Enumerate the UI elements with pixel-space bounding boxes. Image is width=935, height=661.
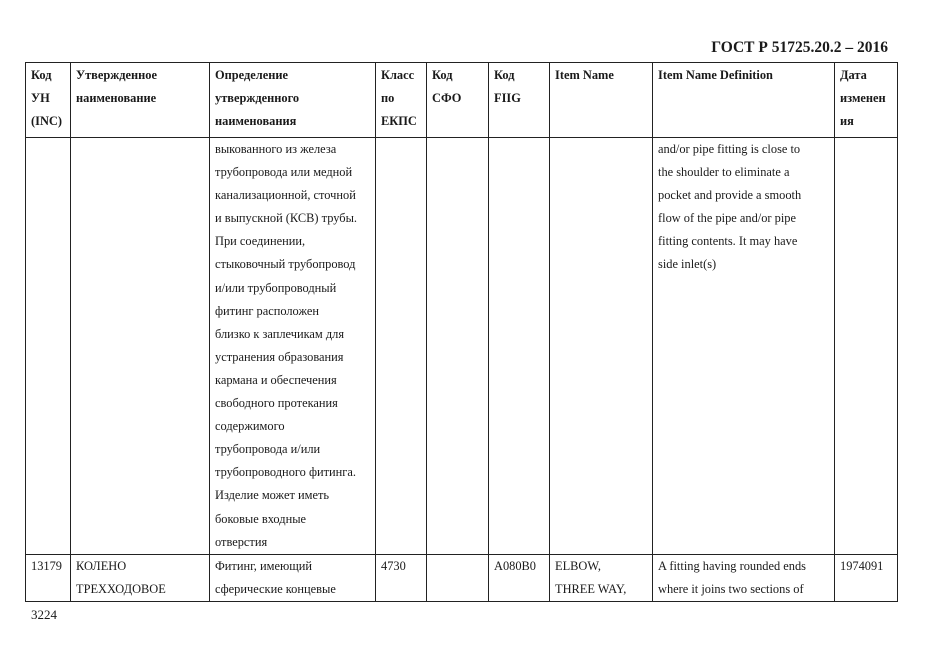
cell-change-date: 1974091 [835, 554, 898, 601]
header-fiig-code: Код FIIG [489, 63, 550, 138]
header-inc-code: Код УН (INC) [26, 63, 71, 138]
cell-sfo-code [427, 554, 489, 601]
cell-item-name-definition: and/or pipe fitting is close to the shoulder to eliminate a pocket and provide a smooth flow of the pipe and/or pipe fitting contents. It may have side inlet(s) [653, 138, 835, 555]
cell-change-date [835, 138, 898, 555]
cell-fiig-code: A080B0 [489, 554, 550, 601]
cell-item-name: ELBOW, THREE WAY, [550, 554, 653, 601]
cell-item-name-definition: A fitting having rounded ends where it joins two sections of [653, 554, 835, 601]
document-standard-number: ГОСТ Р 51725.20.2 – 2016 [711, 39, 888, 56]
header-ekps-class: Класс по ЕКПС [376, 63, 427, 138]
cell-inc-code [26, 138, 71, 555]
cell-ekps-class: 4730 [376, 554, 427, 601]
header-approved-name: Утвержденное наименование [71, 63, 210, 138]
cell-item-name [550, 138, 653, 555]
header-item-name-definition: Item Name Definition [653, 63, 835, 138]
cell-name-definition: Фитинг, имеющий сферические концевые [210, 554, 376, 601]
specification-table [25, 62, 898, 602]
table-row [26, 138, 898, 555]
cell-approved-name [71, 138, 210, 555]
header-item-name: Item Name [550, 63, 653, 138]
header-sfo-code: Код СФО [427, 63, 489, 138]
cell-name-definition: выкованного из железа трубопровода или медной канализационной, сточной и выпускной (КСВ) трубы. При соединении, стыковочный трубопровод и/или трубопроводный фитинг расположен близко к заплечикам для устранения образования кармана и обеспечения свободного протекания содержимого трубопровода и/или трубопроводного фитинга. Изделие может иметь боковые входные отверстия [210, 138, 376, 555]
cell-fiig-code [489, 138, 550, 555]
header-change-date: Дата изменен ия [835, 63, 898, 138]
header-name-definition: Определение утвержденного наименования [210, 63, 376, 138]
table-header-row [26, 63, 898, 138]
cell-sfo-code [427, 138, 489, 555]
page-number: 3224 [31, 607, 57, 622]
cell-inc-code: 13179 [26, 554, 71, 601]
table-row [26, 554, 898, 601]
cell-approved-name: КОЛЕНО ТРЕХХОДОВОЕ [71, 554, 210, 601]
cell-ekps-class [376, 138, 427, 555]
